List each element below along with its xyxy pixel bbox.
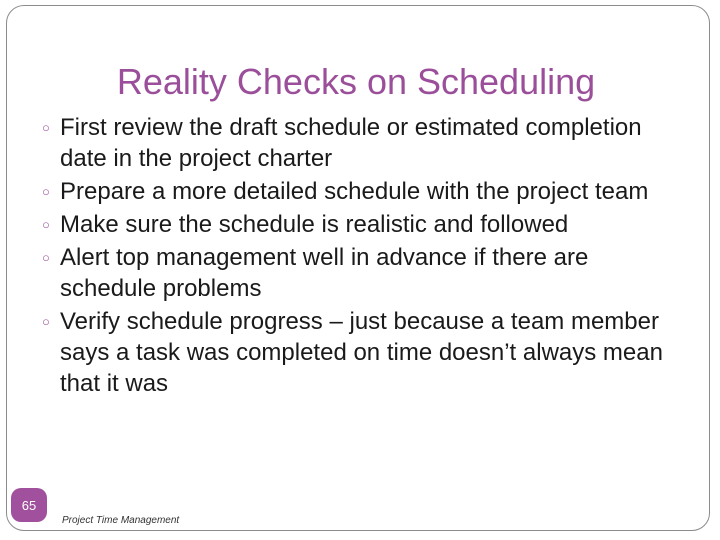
bullet-text: Alert top management well in advance if there are schedule problems	[60, 244, 589, 302]
hollow-bullet-icon: ○	[42, 120, 50, 135]
bullet-item	[44, 176, 684, 207]
hollow-bullet-icon: ○	[42, 250, 50, 265]
bullet-item	[44, 242, 684, 304]
page-number-badge	[11, 488, 47, 522]
bullet-item	[44, 209, 684, 240]
page-number: 65	[21, 497, 37, 513]
bullet-text: Verify schedule progress – just because a team member says a task was completed on time doesn’t always mean that it was	[60, 308, 663, 397]
bullet-text: Make sure the schedule is realistic and followed	[60, 211, 569, 238]
footer-label: Project Time Management	[62, 515, 180, 526]
slide-title: Reality Checks on Scheduling	[116, 61, 596, 102]
bullet-item	[44, 112, 684, 174]
bullet-text: Prepare a more detailed schedule with the project team	[60, 178, 649, 205]
bullet-text: First review the draft schedule or estimated completion date in the project charter	[60, 114, 642, 172]
bullet-item	[44, 306, 684, 399]
hollow-bullet-icon: ○	[42, 184, 50, 199]
hollow-bullet-icon: ○	[42, 217, 50, 232]
bullet-list	[44, 112, 684, 401]
hollow-bullet-icon: ○	[42, 314, 50, 329]
